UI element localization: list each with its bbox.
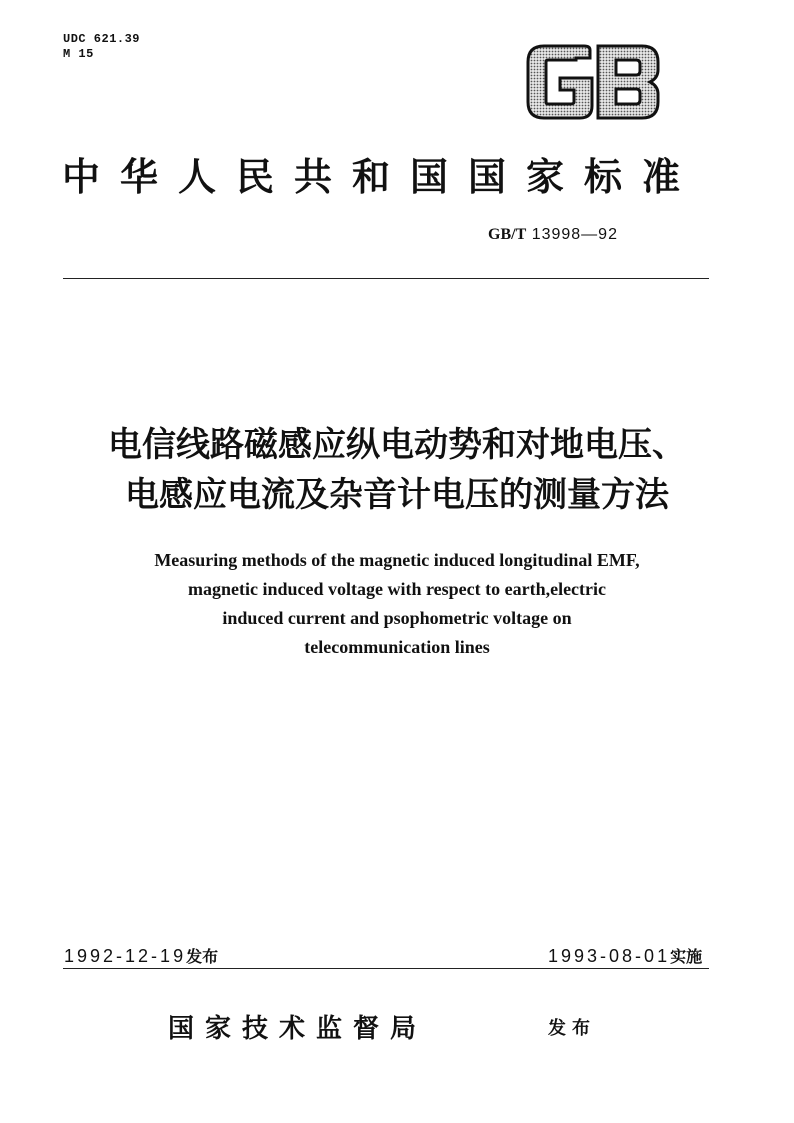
classification-code: M 15	[63, 47, 94, 61]
effective-date-value: 1993-08-01	[548, 946, 671, 966]
english-title-line-1: Measuring methods of the magnetic induced longitudinal EMF,	[154, 550, 640, 570]
standard-organization-title: 中华人民共和国国家标准	[62, 154, 701, 199]
standard-code-prefix: GB/T	[488, 226, 527, 243]
english-title-line-2: magnetic induced voltage with respect to earth,electric	[187, 579, 607, 599]
english-title-line-3: induced current and psophometric voltage on	[222, 608, 572, 628]
english-title	[60, 546, 734, 662]
chinese-title	[40, 420, 754, 520]
udc-classification	[63, 32, 140, 62]
gb-logo-icon	[524, 44, 662, 120]
standard-code	[488, 226, 618, 244]
issuing-action: 发布	[548, 1018, 596, 1039]
gb-logo	[524, 44, 662, 120]
issue-date-value: 1992-12-19	[64, 946, 187, 966]
issue-date	[64, 944, 218, 967]
chinese-title-line-1: 电信线路磁感应纵电动势和对地电压、	[108, 425, 686, 465]
english-title-line-4: telecommunication lines	[304, 637, 490, 657]
footer-divider	[63, 968, 709, 969]
issue-date-label: 发布	[186, 947, 219, 966]
effective-date	[548, 944, 702, 967]
header-divider	[63, 278, 709, 279]
effective-date-label: 实施	[670, 947, 703, 966]
standard-code-number: 13998—92	[531, 226, 618, 243]
issuing-authority: 国家技术监督局	[168, 1014, 428, 1044]
chinese-title-line-2: 电感应电流及杂音计电压的测量方法	[125, 475, 669, 515]
udc-code: UDC 621.39	[63, 32, 141, 46]
